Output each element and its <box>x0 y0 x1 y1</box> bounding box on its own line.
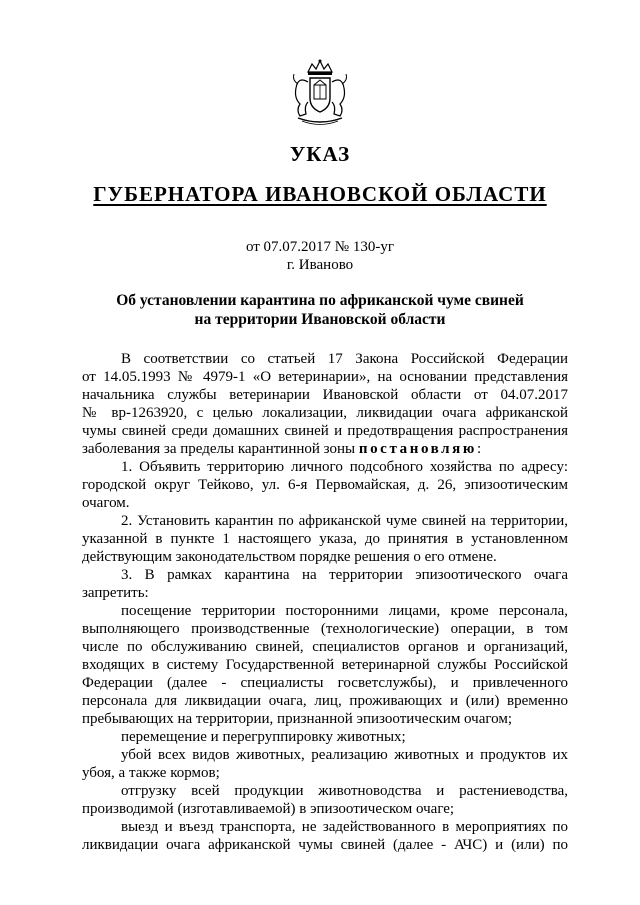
body-line: числе по обслуживанию свиней, специалистов органов и организаций, <box>82 639 568 655</box>
body-line: убой всех видов животных, реализацию животных и продуктов их <box>121 747 568 763</box>
body-line: производимой (изготавливаемой) в эпизоотическом очаге; <box>82 801 455 817</box>
body-line: убоя, а также кормов; <box>82 765 220 781</box>
body-line: начальника службы ветеринарии Ивановской области от 04.07.2017 <box>82 387 568 403</box>
body-line-decree <box>82 440 568 458</box>
body-line: 1. Объявить территорию личного подсобного хозяйства по адресу: <box>121 459 568 475</box>
body-line: В соответствии со статьей 17 Закона Российской Федерации <box>121 351 568 367</box>
body-line: указанной в пункте 1 настоящего указа, до принятия в установленном <box>82 531 568 547</box>
issuer-title: ГУБЕРНАТОРА ИВАНОВСКОЙ ОБЛАСТИ <box>93 182 547 206</box>
body-line: 2. Установить карантин по африканской чуме свиней на территории, <box>121 513 568 529</box>
decree-word: постановляю <box>358 441 477 457</box>
body-line: выполняющего производственные (технологические) операции, в том <box>82 621 568 637</box>
body-line: входящих в систему Государственной ветеринарной службы Российской <box>82 657 568 673</box>
body-line: Федерации (далее - специалисты госветслужбы), и привлеченного <box>82 675 568 691</box>
body-line: 3. В рамках карантина на территории эпизоотического очага <box>121 567 568 583</box>
document-date-number: от 07.07.2017 № 130-уг <box>245 239 395 255</box>
document-subject-line-2: на территории Ивановской области <box>194 311 446 328</box>
body-line: персонала для ликвидации очага, лиц, проживающих и (или) временно <box>82 693 568 709</box>
body-line: запретить: <box>82 585 149 601</box>
body-line: перемещение и перегруппировку животных; <box>121 729 406 745</box>
body-line: от 14.05.1993 № 4979-1 «О ветеринарии», на основании представления <box>82 369 568 385</box>
body-line: заболевания за пределы карантинной зоны <box>82 441 356 457</box>
body-line: пребывающих на территории, признанной эпизоотическим очагом; <box>82 711 513 727</box>
body-line: чумы свиней среди домашних свиней и предотвращения распространения <box>82 423 568 439</box>
body-line: № вр-1263920, с целью локализации, ликвидации очага африканской <box>82 405 568 421</box>
body-line: городской округ Тейково, ул. 6-я Первомайская, д. 26, эпизоотическим <box>82 477 568 493</box>
document-subject-line-1: Об установлении карантина по африканской чуме свиней <box>116 292 524 309</box>
document-type-title: УКАЗ <box>289 142 351 166</box>
decree-colon: : <box>476 441 482 457</box>
document-city: г. Иваново <box>286 257 354 273</box>
coat-of-arms-emblem <box>288 58 352 126</box>
body-line: действующим законодательством порядке решения о его отмене. <box>82 549 497 565</box>
body-line: выезд и въезд транспорта, не задействованного в мероприятиях по <box>121 819 568 835</box>
body-line: отгрузку всей продукции животноводства и растениеводства, <box>121 783 568 799</box>
body-line: ликвидации очага африканской чумы свиней (далее - АЧС) и (или) по <box>82 837 568 853</box>
body-line: посещение территории посторонними лицами, кроме персонала, <box>121 603 568 619</box>
body-line: очагом. <box>82 495 130 511</box>
